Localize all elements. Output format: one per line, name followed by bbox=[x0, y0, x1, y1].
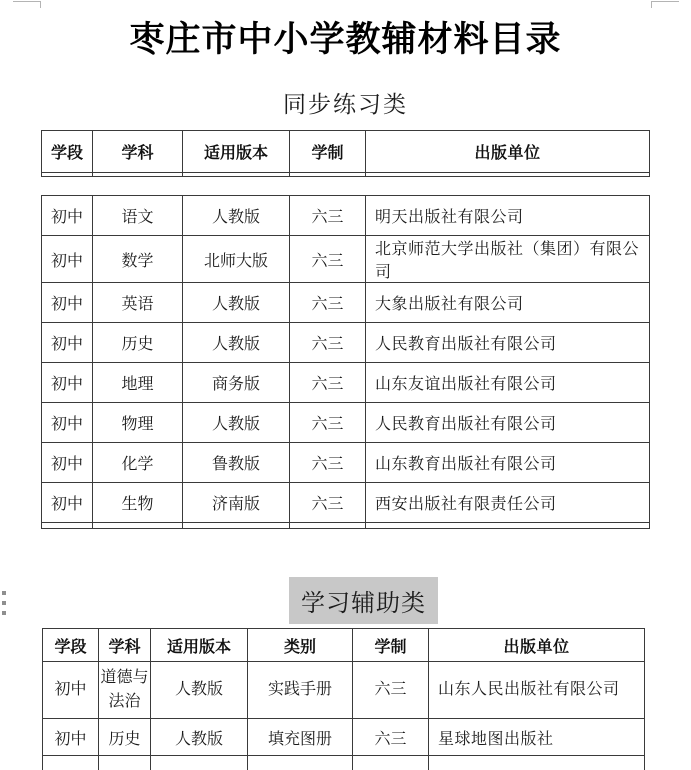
table-cell: 北京师范大学出版社（集团）有限公司 bbox=[366, 236, 650, 283]
table-cell: 山东人民出版社有限公司 bbox=[429, 662, 645, 719]
split-row-stub bbox=[42, 523, 650, 529]
table-row bbox=[43, 662, 645, 719]
table-cell: 六三 bbox=[290, 196, 366, 236]
header-row bbox=[42, 131, 650, 173]
table-cell: 六三 bbox=[290, 363, 366, 403]
table-cell: 数学 bbox=[93, 236, 183, 283]
table-cell: 人教版 bbox=[151, 719, 248, 756]
table-row bbox=[42, 483, 650, 523]
table-cell: 北师大版 bbox=[183, 236, 290, 283]
table-cell: 商务版 bbox=[183, 363, 290, 403]
table-row bbox=[42, 323, 650, 363]
table-cell: 人教版 bbox=[183, 323, 290, 363]
section-heading-sync bbox=[0, 86, 691, 119]
table-cell: 六三 bbox=[290, 323, 366, 363]
split-row-stub bbox=[42, 173, 650, 177]
table-cell: 初中 bbox=[42, 483, 93, 523]
table-row bbox=[42, 196, 650, 236]
column-header-subject: 学科 bbox=[99, 629, 151, 662]
table-cell: 山东教育出版社有限公司 bbox=[366, 443, 650, 483]
split-row-stub bbox=[43, 756, 645, 770]
column-header-publisher: 出版单位 bbox=[429, 629, 645, 662]
sync-table-body bbox=[41, 195, 650, 529]
table-cell: 初中 bbox=[42, 443, 93, 483]
table-cell: 化学 bbox=[93, 443, 183, 483]
table-cell: 实践手册 bbox=[248, 662, 353, 719]
table-cell: 人教版 bbox=[151, 662, 248, 719]
column-header-subject: 学科 bbox=[93, 131, 183, 173]
table-cell: 六三 bbox=[290, 443, 366, 483]
table-cell: 鲁教版 bbox=[183, 443, 290, 483]
column-header-edition: 适用版本 bbox=[151, 629, 248, 662]
table-cell: 西安出版社有限责任公司 bbox=[366, 483, 650, 523]
table-cell: 英语 bbox=[93, 283, 183, 323]
table-cell: 大象出版社有限公司 bbox=[366, 283, 650, 323]
section-heading-aux bbox=[0, 577, 691, 624]
table-cell: 初中 bbox=[42, 403, 93, 443]
table-cell: 六三 bbox=[290, 236, 366, 283]
column-header-stage: 学段 bbox=[42, 131, 93, 173]
table-row bbox=[42, 363, 650, 403]
header-row bbox=[43, 629, 645, 662]
table-cell: 星球地图出版社 bbox=[429, 719, 645, 756]
table-cell: 地理 bbox=[93, 363, 183, 403]
table-cell: 历史 bbox=[99, 719, 151, 756]
table-cell: 语文 bbox=[93, 196, 183, 236]
table-cell: 初中 bbox=[42, 283, 93, 323]
table-cell: 人民教育出版社有限公司 bbox=[366, 323, 650, 363]
table-cell: 明天出版社有限公司 bbox=[366, 196, 650, 236]
aux-table bbox=[42, 628, 645, 770]
table-cell: 初中 bbox=[42, 363, 93, 403]
table-cell: 填充图册 bbox=[248, 719, 353, 756]
column-header-stage: 学段 bbox=[43, 629, 99, 662]
column-header-system: 学制 bbox=[290, 131, 366, 173]
table-cell: 六三 bbox=[290, 483, 366, 523]
section-heading-sync-text: 同步练习类 bbox=[283, 91, 408, 117]
table-cell: 六三 bbox=[353, 719, 429, 756]
table-cell: 初中 bbox=[43, 662, 99, 719]
page-margin-mark-top-left bbox=[13, 1, 41, 8]
column-header-system: 学制 bbox=[353, 629, 429, 662]
table-cell: 人教版 bbox=[183, 196, 290, 236]
table-cell: 六三 bbox=[290, 283, 366, 323]
table-row bbox=[42, 283, 650, 323]
table-cell: 道德与法治 bbox=[99, 662, 151, 719]
table-cell: 初中 bbox=[42, 323, 93, 363]
table-cell: 生物 bbox=[93, 483, 183, 523]
table-cell: 初中 bbox=[42, 196, 93, 236]
section-heading-aux-highlight: 学习辅助类 bbox=[289, 577, 438, 624]
column-header-edition: 适用版本 bbox=[183, 131, 290, 173]
table-cell: 历史 bbox=[93, 323, 183, 363]
table-cell: 六三 bbox=[353, 662, 429, 719]
table-cell: 人教版 bbox=[183, 403, 290, 443]
table-cell: 物理 bbox=[93, 403, 183, 443]
table-row bbox=[42, 443, 650, 483]
table-cell: 人教版 bbox=[183, 283, 290, 323]
table-cell: 初中 bbox=[42, 236, 93, 283]
table-cell: 济南版 bbox=[183, 483, 290, 523]
column-header-publisher: 出版单位 bbox=[366, 131, 650, 173]
table-row bbox=[43, 719, 645, 756]
sync-table-header bbox=[41, 130, 650, 177]
table-cell: 六三 bbox=[290, 403, 366, 443]
column-header-category: 类别 bbox=[248, 629, 353, 662]
table-row bbox=[42, 236, 650, 283]
table-cell: 人民教育出版社有限公司 bbox=[366, 403, 650, 443]
table-row bbox=[42, 403, 650, 443]
table-cell: 山东友谊出版社有限公司 bbox=[366, 363, 650, 403]
table-cell: 初中 bbox=[43, 719, 99, 756]
page-margin-mark-top-right bbox=[651, 1, 679, 8]
document-title: 枣庄市中小学教辅材料目录 bbox=[129, 20, 562, 59]
